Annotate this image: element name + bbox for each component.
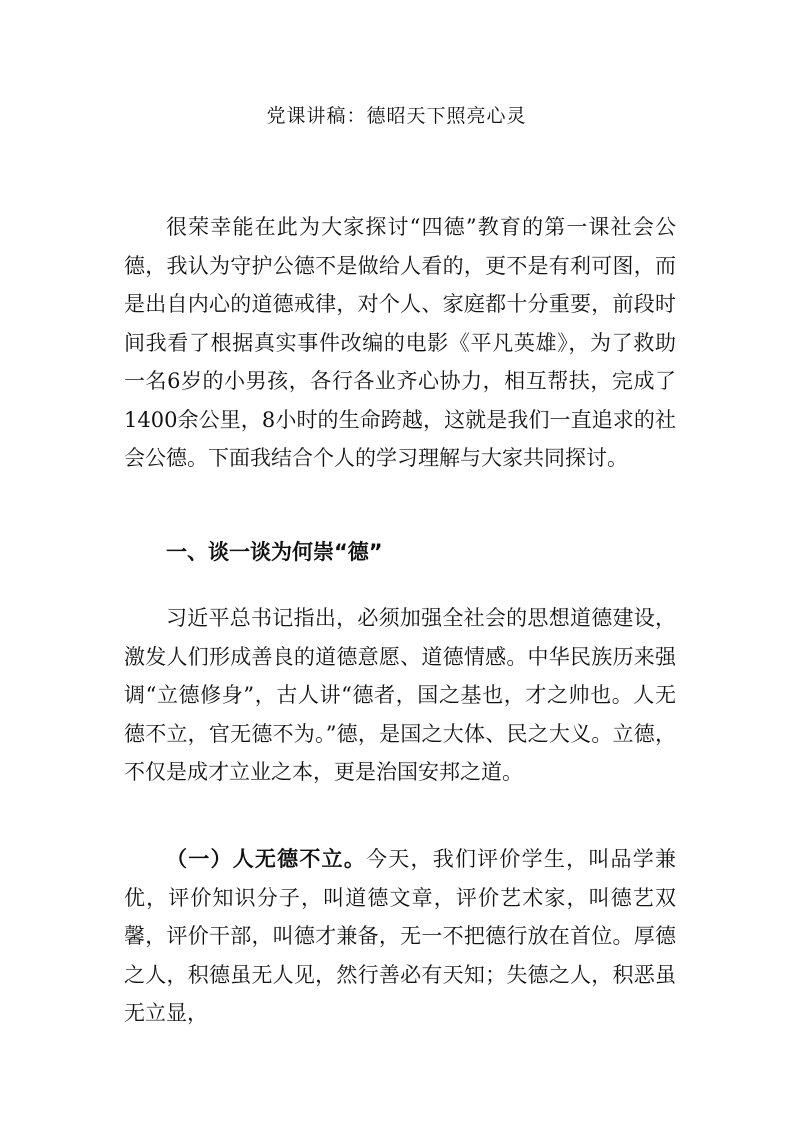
intro-paragraph: 很荣幸能在此为大家探讨“四德”教育的第一课社会公德，我认为守护公德不是做给人看的，更不是有利可图，而是出自内心的道德戒律，对个人、家庭都十分重要，前段时间我看了根据真实事件改编的电影《平凡英雄》，为了救助一名6岁的小男孩，各行各业齐心协力，相互帮扶，完成了1400余公里，8小时的生命跨越，这就是我们一直追求的社会公德。下面我结合个人的学习理解与大家共同探讨。 (124, 215, 676, 470)
subsection-paragraph (124, 840, 676, 1033)
subsection-paragraph-block (124, 840, 676, 1033)
subsection-body: 今天，我们评价学生，叫品学兼优，评价知识分子，叫道德文章，评价艺术家，叫德艺双馨，评价干部，叫德才兼备，无一不把德行放在首位。厚德之人，积德虽无人见，然行善必有天知；失德之人，积恶虽无立显， (124, 847, 677, 1025)
section-paragraph-block (124, 599, 676, 792)
subsection-lead: （一）人无德不立。 (166, 847, 367, 871)
intro-paragraph-block (124, 208, 676, 478)
section-heading: 一、谈一谈为何崇“德” (166, 540, 383, 564)
document-title: 党课讲稿：德昭天下照亮心灵 (266, 105, 527, 127)
section-paragraph: 习近平总书记指出，必须加强全社会的思想道德建设，激发人们形成善良的道德意愿、道德情感。中华民族历来强调“立德修身”，古人讲“德者，国之基也，才之帅也。人无德不立，官无德不为。”德，是国之大体、民之大义。立德，不仅是成才立业之本，更是治国安邦之道。 (124, 606, 676, 784)
